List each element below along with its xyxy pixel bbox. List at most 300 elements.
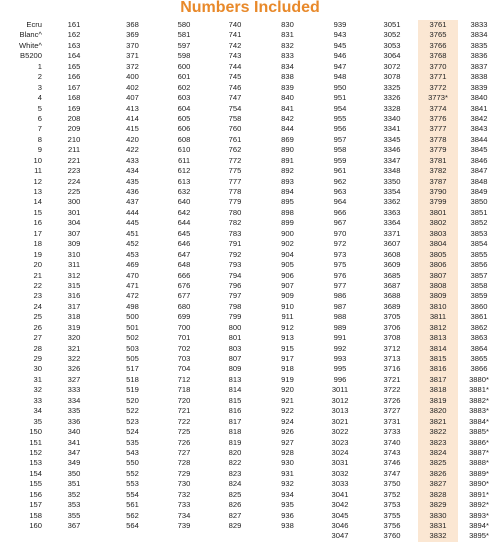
table-cell: 967 (333, 218, 347, 228)
table-cell: 503 (126, 343, 139, 353)
table-cell: 151 (29, 437, 42, 447)
table-cell: 791 (228, 239, 242, 249)
table-cell: 3849 (470, 187, 488, 196)
table-cell: 437 (126, 197, 139, 207)
table-cell: 931 (281, 468, 294, 478)
table-cell: 3859 (470, 291, 488, 301)
table-cell: 920 (281, 385, 294, 395)
table-cell: 911 (281, 312, 294, 322)
table-cell: 321 (67, 343, 81, 353)
table-cell: 3033 (331, 479, 349, 489)
table-cell: 333 (67, 385, 81, 395)
table-cell: 161 (67, 20, 81, 29)
table-cell: 3325 (383, 82, 401, 92)
table-cell: 3804 (429, 239, 447, 249)
table-cell: 369 (126, 30, 139, 40)
table-cell: 3811 (429, 312, 447, 322)
table-cell: 917 (281, 354, 294, 363)
table-cell: 605 (177, 113, 191, 123)
table-cell: 813 (228, 374, 242, 384)
table-cell: White^ (19, 40, 42, 50)
table-cell: 552 (126, 468, 139, 478)
table-cell: 3346 (383, 145, 401, 155)
table-cell: 798 (228, 301, 242, 311)
table-cell: 995 (333, 364, 347, 374)
table-cell: 24 (33, 301, 42, 311)
table-cell: 3348 (383, 166, 401, 176)
table-cell: 792 (228, 249, 242, 259)
table-cell: 156 (29, 489, 42, 499)
table-cell: 772 (228, 155, 242, 165)
table-cell: 3805 (429, 249, 447, 259)
table-cell: 3823 (429, 437, 447, 447)
table-cell: 3846 (470, 155, 488, 165)
table-cell: 992 (333, 343, 347, 353)
table-cell: 316 (67, 291, 81, 301)
table-cell: 453 (126, 249, 139, 259)
table-cell: 905 (281, 260, 294, 270)
table-cell: 312 (67, 270, 81, 280)
table-cell: 823 (228, 468, 242, 478)
table-cell: 989 (333, 322, 347, 332)
table-cell: 904 (281, 249, 294, 259)
table-cell: 3840 (470, 93, 488, 103)
table-column (458, 20, 500, 542)
table-cell: 1 (37, 61, 42, 71)
table-cell: 3842 (470, 113, 488, 123)
table-cell: 734 (177, 510, 191, 520)
table-cell: 402 (126, 82, 139, 92)
table-cell: 9 (37, 145, 42, 155)
table-cell: 3889* (469, 468, 489, 478)
table-cell: 632 (177, 187, 191, 196)
table-cell: 890 (281, 145, 294, 155)
table-cell: 3830 (429, 510, 447, 520)
table-cell: 3891* (469, 489, 489, 499)
table-cell: 3766 (429, 40, 447, 50)
table-cell: 352 (67, 489, 81, 499)
table-cell: 434 (126, 166, 139, 176)
table-cell: 746 (228, 82, 242, 92)
table-cell: 355 (67, 510, 81, 520)
table-cell: 166 (67, 72, 81, 82)
table-cell: 676 (177, 280, 191, 290)
table-cell: 718 (177, 385, 191, 395)
table-column (418, 20, 458, 542)
table-cell: 919 (281, 374, 294, 384)
table-cell: 580 (177, 20, 191, 29)
table-cell: 317 (67, 301, 81, 311)
table-cell: 938 (281, 521, 294, 530)
table-cell: 725 (177, 427, 191, 437)
table-cell: 154 (29, 468, 42, 478)
table-cell: 3364 (383, 218, 401, 228)
table-cell: 21 (33, 270, 42, 280)
table-cell: 3722 (383, 385, 401, 395)
table-cell: 834 (281, 61, 294, 71)
table-cell: 3347 (383, 155, 401, 165)
table-cell: 211 (67, 145, 81, 155)
table-cell: 741 (228, 30, 242, 40)
table-cell: 3012 (331, 395, 349, 405)
table-cell: 780 (228, 207, 242, 217)
table-cell: 612 (177, 166, 191, 176)
table-cell: 3892* (469, 500, 489, 510)
table-cell: 3777 (429, 124, 447, 134)
table-cell: 7 (37, 124, 42, 134)
table-cell: 702 (177, 343, 191, 353)
table-cell: 3721 (383, 374, 401, 384)
table-cell: 17 (33, 228, 42, 238)
table-cell: 3883* (469, 406, 489, 416)
table-cell: 14 (33, 197, 42, 207)
table-cell: 600 (177, 61, 191, 71)
table-cell: 950 (333, 82, 347, 92)
table-cell: 327 (67, 374, 81, 384)
table-cell: 436 (126, 187, 139, 196)
table-cell: 3032 (331, 468, 349, 478)
table-cell: 3861 (470, 312, 488, 322)
table-cell: 986 (333, 291, 347, 301)
table-cell: 519 (126, 385, 139, 395)
table-cell: 221 (67, 155, 81, 165)
table-cell: 3881* (469, 385, 489, 395)
table-cell: 520 (126, 395, 139, 405)
table-cell: 606 (177, 124, 191, 134)
table-cell: 320 (67, 333, 81, 343)
table-cell: 6 (37, 113, 42, 123)
table-cell: 164 (67, 51, 81, 61)
table-cell: 819 (228, 437, 242, 447)
table-cell: 10 (33, 155, 42, 165)
table-cell: 893 (281, 176, 294, 186)
table-cell: 991 (333, 333, 347, 343)
table-cell: 33 (33, 395, 42, 405)
table-cell: 353 (67, 500, 81, 510)
table-cell: 340 (67, 427, 81, 437)
table-cell: 19 (33, 249, 42, 259)
table-cell: 3843 (470, 124, 488, 134)
table-cell: 500 (126, 312, 139, 322)
table-cell: 315 (67, 280, 81, 290)
table-cell: 907 (281, 280, 294, 290)
table-cell: 910 (281, 301, 294, 311)
table-cell: 210 (67, 134, 81, 144)
table-cell: 300 (67, 197, 81, 207)
table-cell: 762 (228, 145, 242, 155)
table-cell: 977 (333, 280, 347, 290)
table-cell: 900 (281, 228, 294, 238)
table-cell: 760 (228, 124, 242, 134)
table-cell: 3716 (383, 364, 401, 374)
table-cell: 3856 (470, 260, 488, 270)
table-cell: 27 (33, 333, 42, 343)
table-cell: 422 (126, 145, 139, 155)
table-cell: 733 (177, 500, 191, 510)
table-cell: 554 (126, 489, 139, 499)
table-cell: 645 (177, 228, 191, 238)
table-cell: 3362 (383, 197, 401, 207)
table-cell: 318 (67, 312, 81, 322)
table-cell: 987 (333, 301, 347, 311)
table-cell: 3866 (470, 364, 488, 374)
table-cell: 712 (177, 374, 191, 384)
table-cell: 742 (228, 40, 242, 50)
table-cell: 3781 (429, 155, 447, 165)
table-cell: 3685 (383, 270, 401, 280)
table-cell: 150 (29, 427, 42, 437)
table-cell: 3607 (383, 239, 401, 249)
table-cell: 3820 (429, 406, 447, 416)
table-cell: 3857 (470, 270, 488, 280)
table-cell: 445 (126, 218, 139, 228)
table-cell: 208 (67, 113, 81, 123)
table-cell: 915 (281, 343, 294, 353)
table-cell: 351 (67, 479, 81, 489)
table-cell: 894 (281, 187, 294, 196)
table-cell: 11 (34, 166, 42, 176)
table-cell: 946 (333, 51, 347, 61)
table-cell: 3847 (470, 166, 488, 176)
table-cell: 13 (33, 187, 42, 196)
table-cell: 3825 (429, 458, 447, 468)
table-cell: 498 (126, 301, 139, 311)
table-cell: 3858 (470, 280, 488, 290)
table-cell: 644 (177, 218, 191, 228)
table-cell: 800 (228, 322, 242, 332)
table-cell: 535 (126, 437, 139, 447)
table-cell: 562 (126, 510, 139, 520)
table-cell: 165 (67, 61, 81, 71)
table-cell: 347 (67, 447, 81, 457)
table-cell: 976 (333, 270, 347, 280)
table-cell: 3817 (429, 374, 447, 384)
table-cell: 975 (333, 260, 347, 270)
table-cell: 3834 (470, 30, 488, 40)
table-cell: 3863 (470, 333, 488, 343)
table-cell: 829 (228, 521, 242, 530)
table-cell: 3774 (429, 103, 447, 113)
table-cell: 603 (177, 93, 191, 103)
table-cell: 951 (333, 93, 347, 103)
table-cell: 502 (126, 333, 139, 343)
table-cell: 3845 (470, 145, 488, 155)
table-cell: 311 (67, 260, 81, 270)
table-cell: 336 (67, 416, 81, 426)
table-column (366, 20, 418, 542)
table-cell: 601 (177, 72, 191, 82)
table-cell: 3756 (383, 521, 401, 530)
table-cell: 899 (281, 218, 294, 228)
table-cell: 744 (228, 61, 242, 71)
table-cell: 743 (228, 51, 242, 61)
table-cell: 3836 (470, 51, 488, 61)
table-cell: 817 (228, 416, 242, 426)
table-cell: 3345 (383, 134, 401, 144)
table-cell: 561 (126, 500, 139, 510)
table-cell: 3853 (470, 228, 488, 238)
table-cell: 740 (228, 20, 242, 29)
table-cell: 680 (177, 301, 191, 311)
table-cell: 926 (281, 427, 294, 437)
table-cell: 3053 (383, 40, 401, 50)
table-cell: 611 (177, 155, 191, 165)
table-cell: 739 (177, 521, 191, 530)
table-cell: 209 (67, 124, 81, 134)
table-cell: 3773* (428, 93, 448, 103)
table-cell: 3885* (469, 427, 489, 437)
table-cell: 3779 (429, 145, 447, 155)
table-cell: 23 (33, 291, 42, 301)
table-cell: 3045 (331, 510, 349, 520)
table-cell: 996 (333, 374, 347, 384)
table-cell: Blanc^ (19, 30, 42, 40)
table-cell: 564 (126, 521, 139, 530)
table-cell: 3809 (429, 291, 447, 301)
table-cell: 157 (29, 500, 42, 510)
table-cell: 3688 (383, 291, 401, 301)
table-cell: 892 (281, 166, 294, 176)
table-cell: 167 (67, 82, 81, 92)
table-cell: 3880* (469, 374, 489, 384)
table-cell: 2 (37, 72, 42, 82)
table-cell: 642 (177, 207, 191, 217)
table-cell: 932 (281, 479, 294, 489)
table-cell: 961 (333, 166, 347, 176)
table-cell: 608 (177, 134, 191, 144)
table-cell: 307 (67, 228, 81, 238)
table-cell: 3052 (383, 30, 401, 40)
table-cell: 779 (228, 197, 242, 207)
table-cell: 912 (281, 322, 294, 332)
table-cell: 3326 (383, 93, 401, 103)
table-cell: 891 (281, 155, 294, 165)
table-cell: 3824 (429, 447, 447, 457)
table-cell: 522 (126, 406, 139, 416)
table-cell: 414 (126, 113, 139, 123)
table-cell: 699 (177, 312, 191, 322)
table-cell: 610 (177, 145, 191, 155)
table-cell: 3808 (429, 280, 447, 290)
table-cell: 827 (228, 510, 242, 520)
table-cell: 15 (33, 207, 42, 217)
table-cell: 224 (67, 176, 81, 186)
table-cell: 3743 (383, 447, 401, 457)
table-column (106, 20, 159, 531)
table-cell: 322 (67, 354, 81, 363)
table-cell: 922 (281, 406, 294, 416)
table-cell: 3047 (331, 531, 349, 541)
table-cell: 3850 (470, 197, 488, 207)
table-cell: 3727 (383, 406, 401, 416)
table-cell: 957 (333, 134, 347, 144)
table-cell: 3768 (429, 51, 447, 61)
table-cell: 796 (228, 280, 242, 290)
table-cell: 163 (67, 40, 81, 50)
table-cell: 168 (67, 93, 81, 103)
table-cell: 169 (67, 103, 81, 113)
table-cell: 319 (67, 322, 81, 332)
table-cell: 451 (126, 228, 139, 238)
table-cell: 32 (33, 385, 42, 395)
table-cell: 3894* (469, 521, 489, 530)
table-cell: 3363 (383, 207, 401, 217)
table-cell: 372 (126, 61, 139, 71)
table-cell: 3740 (383, 437, 401, 447)
table-cell: 3689 (383, 301, 401, 311)
table-cell: 726 (177, 437, 191, 447)
table-cell: 3887* (469, 447, 489, 457)
table-cell: 704 (177, 364, 191, 374)
table-cell: 3865 (470, 354, 488, 363)
table-cell: 906 (281, 270, 294, 280)
table-cell: 3608 (383, 249, 401, 259)
table-cell: 3024 (331, 447, 349, 457)
table-cell: 16 (33, 218, 42, 228)
table-cell: 3023 (331, 437, 349, 447)
table-cell: 155 (29, 479, 42, 489)
table-cell: 3893* (469, 510, 489, 520)
table-cell: 301 (67, 207, 81, 217)
table-cell: 26 (33, 322, 42, 332)
table-cell: 3854 (470, 239, 488, 249)
table-cell: 604 (177, 103, 191, 113)
table-cell: 3860 (470, 301, 488, 311)
table-cell: 413 (126, 103, 139, 113)
table-cell: 225 (67, 187, 81, 196)
table-cell: 613 (177, 176, 191, 186)
table-cell: 3864 (470, 343, 488, 353)
table-cell: 666 (177, 270, 191, 280)
table-cell: 3895* (469, 531, 489, 541)
table-cell: 523 (126, 416, 139, 426)
table-cell: 452 (126, 239, 139, 249)
table-cell: 3687 (383, 280, 401, 290)
table-cell: 3855 (470, 249, 488, 259)
table-cell: 3821 (429, 416, 447, 426)
table-cell: 223 (67, 166, 81, 176)
table-cell: 3829 (429, 500, 447, 510)
table-cell: 3815 (429, 354, 447, 363)
table-cell: 34 (33, 406, 42, 416)
table-cell: 918 (281, 364, 294, 374)
table-cell: 842 (281, 113, 294, 123)
table-cell: 435 (126, 176, 139, 186)
table-cell: 334 (67, 395, 81, 405)
table-cell: 22 (33, 280, 42, 290)
table-cell: 341 (67, 437, 81, 447)
table-cell: 3832 (429, 531, 447, 541)
table-cell: 3862 (470, 322, 488, 332)
table-cell: 5 (37, 103, 42, 113)
table-cell: 4 (37, 93, 42, 103)
table-cell: 3705 (383, 312, 401, 322)
table-cell: 841 (281, 103, 294, 113)
table-column (261, 20, 314, 531)
table-cell: 3827 (429, 479, 447, 489)
table-cell: 3770 (429, 61, 447, 71)
table-cell: 598 (177, 51, 191, 61)
table-cell: 160 (29, 521, 42, 530)
table-cell: 501 (126, 322, 139, 332)
table-cell: 3072 (383, 61, 401, 71)
table-cell: 869 (281, 134, 294, 144)
table-cell: 747 (228, 93, 242, 103)
table-cell: 761 (228, 134, 242, 144)
table-cell: 3706 (383, 322, 401, 332)
table-cell: 732 (177, 489, 191, 499)
table-cell: 3760 (383, 531, 401, 541)
